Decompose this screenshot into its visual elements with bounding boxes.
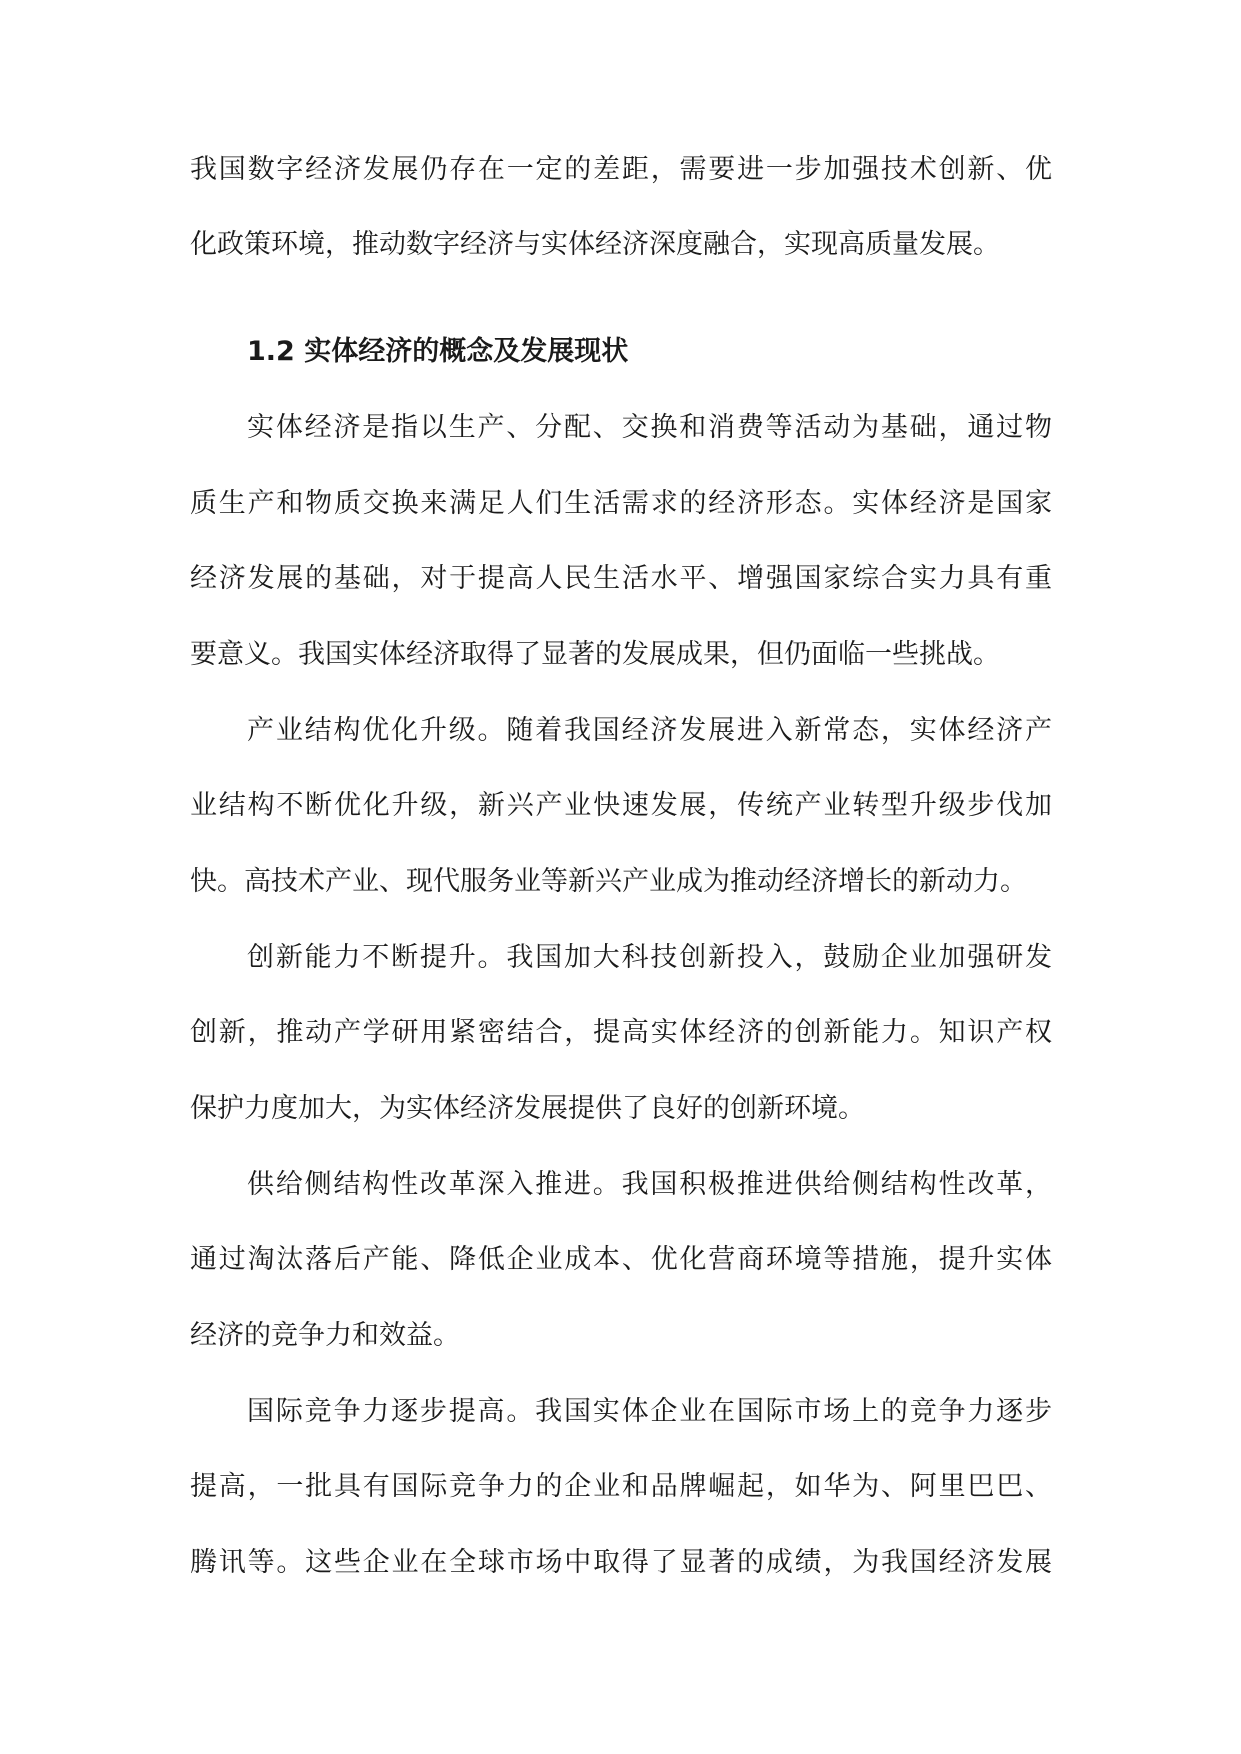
paragraph-line: 保护力度加大，为实体经济发展提供了良好的创新环境。: [190, 1093, 865, 1124]
paragraph-line: 经济的竞争力和效益。: [190, 1320, 460, 1351]
paragraph-line: 创新，推动产学研用紧密结合，提高实体经济的创新能力。知识产权: [190, 1017, 1052, 1048]
paragraph-line: 通过淘汰落后产能、降低企业成本、优化营商环境等措施，提升实体: [190, 1244, 1052, 1275]
paragraph-line: 要意义。我国实体经济取得了显著的发展成果，但仍面临一些挑战。: [190, 639, 1000, 670]
paragraph-line: 业结构不断优化升级，新兴产业快速发展，传统产业转型升级步伐加: [190, 790, 1052, 821]
paragraph-line: 供给侧结构性改革深入推进。我国积极推进供给侧结构性改革，: [247, 1169, 1052, 1200]
paragraph-line: 腾讯等。这些企业在全球市场中取得了显著的成绩，为我国经济发展: [190, 1547, 1052, 1578]
paragraph-line: 创新能力不断提升。我国加大科技创新投入，鼓励企业加强研发: [247, 942, 1052, 973]
paragraph-line: 产业结构优化升级。随着我国经济发展进入新常态，实体经济产: [247, 715, 1052, 746]
section-heading: 1.2 实体经济的概念及发展现状: [247, 336, 629, 367]
paragraph-line: 提高，一批具有国际竞争力的企业和品牌崛起，如华为、阿里巴巴、: [190, 1471, 1052, 1502]
paragraph-line: 国际竞争力逐步提高。我国实体企业在国际市场上的竞争力逐步: [247, 1396, 1052, 1427]
paragraph-line: 质生产和物质交换来满足人们生活需求的经济形态。实体经济是国家: [190, 488, 1052, 519]
paragraph-line: 经济发展的基础，对于提高人民生活水平、增强国家综合实力具有重: [190, 563, 1052, 594]
paragraph-line: 快。高技术产业、现代服务业等新兴产业成为推动经济增长的新动力。: [190, 866, 1027, 897]
paragraph-line: 实体经济是指以生产、分配、交换和消费等活动为基础，通过物: [247, 412, 1052, 443]
paragraph-line: 我国数字经济发展仍存在一定的差距，需要进一步加强技术创新、优: [190, 154, 1052, 185]
paragraph-line: 化政策环境，推动数字经济与实体经济深度融合，实现高质量发展。: [190, 229, 1000, 260]
